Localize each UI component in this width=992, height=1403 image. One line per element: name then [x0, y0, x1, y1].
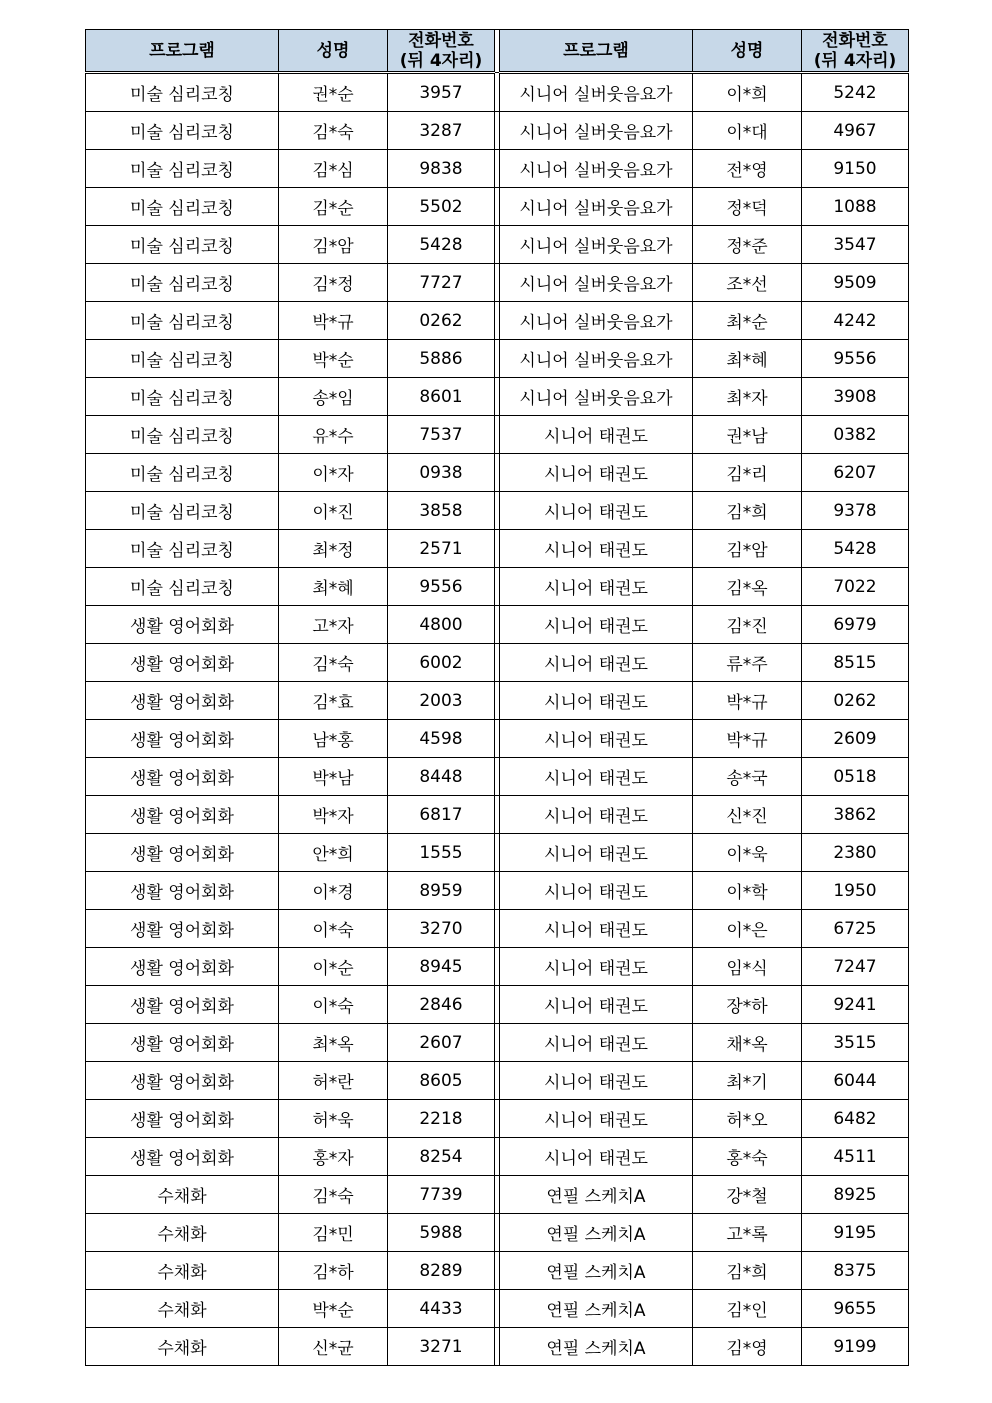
table-row — [86, 1214, 909, 1252]
right-program-cell: 연필 스케치A — [500, 1290, 693, 1328]
left-name-cell: 최*정 — [279, 530, 388, 568]
table-row — [86, 986, 909, 1024]
left-name-cell: 최*옥 — [279, 1024, 388, 1062]
right-phone-cell: 3547 — [802, 226, 909, 264]
right-name-cell: 정*덕 — [693, 188, 802, 226]
left-program-cell: 생활 영어회화 — [86, 1024, 279, 1062]
left-program-cell: 미술 심리코칭 — [86, 112, 279, 150]
left-program-cell: 생활 영어회화 — [86, 948, 279, 986]
right-phone-cell: 2380 — [802, 834, 909, 872]
right-program-cell: 연필 스케치A — [500, 1328, 693, 1366]
right-program-cell: 시니어 태권도 — [500, 1024, 693, 1062]
left-phone-cell: 8448 — [388, 758, 495, 796]
right-name-cell: 신*진 — [693, 796, 802, 834]
table-row — [86, 644, 909, 682]
right-phone-cell: 2609 — [802, 720, 909, 758]
table-row — [86, 796, 909, 834]
left-program-cell: 미술 심리코칭 — [86, 150, 279, 188]
right-program-cell: 시니어 실버웃음요가 — [500, 150, 693, 188]
right-program-cell: 시니어 태권도 — [500, 910, 693, 948]
left-program-cell: 생활 영어회화 — [86, 986, 279, 1024]
left-program-cell: 생활 영어회화 — [86, 872, 279, 910]
right-program-cell: 시니어 태권도 — [500, 644, 693, 682]
right-program-cell: 시니어 태권도 — [500, 720, 693, 758]
right-phone-cell: 8925 — [802, 1176, 909, 1214]
left-program-cell: 수채화 — [86, 1290, 279, 1328]
header-phone-line1: 전화번호 — [408, 30, 474, 51]
table-row — [86, 226, 909, 264]
left-name-cell: 이*순 — [279, 948, 388, 986]
left-phone-cell: 8945 — [388, 948, 495, 986]
right-program-cell: 시니어 태권도 — [500, 492, 693, 530]
left-phone-cell: 5886 — [388, 340, 495, 378]
table-row — [86, 568, 909, 606]
right-phone-cell: 9509 — [802, 264, 909, 302]
left-name-cell: 김*하 — [279, 1252, 388, 1290]
left-program-cell: 미술 심리코칭 — [86, 492, 279, 530]
left-phone-cell: 0938 — [388, 454, 495, 492]
right-program-cell: 시니어 태권도 — [500, 606, 693, 644]
right-program-cell: 시니어 태권도 — [500, 530, 693, 568]
left-phone-cell: 8601 — [388, 378, 495, 416]
participant-table — [85, 29, 909, 1366]
left-phone-cell: 3858 — [388, 492, 495, 530]
left-program-cell: 생활 영어회화 — [86, 682, 279, 720]
right-name-cell: 홍*숙 — [693, 1138, 802, 1176]
left-name-cell: 박*순 — [279, 1290, 388, 1328]
left-phone-cell: 5428 — [388, 226, 495, 264]
right-name-cell: 이*희 — [693, 73, 802, 112]
left-phone-cell: 4433 — [388, 1290, 495, 1328]
left-phone-cell: 4598 — [388, 720, 495, 758]
table-row — [86, 1176, 909, 1214]
left-phone-cell: 2607 — [388, 1024, 495, 1062]
left-name-cell: 김*암 — [279, 226, 388, 264]
document-page — [85, 29, 908, 1366]
right-phone-cell: 6044 — [802, 1062, 909, 1100]
header-phone-right — [802, 30, 909, 73]
left-program-cell: 생활 영어회화 — [86, 796, 279, 834]
right-name-cell: 조*선 — [693, 264, 802, 302]
right-phone-cell: 9150 — [802, 150, 909, 188]
table-row — [86, 606, 909, 644]
left-program-cell: 미술 심리코칭 — [86, 568, 279, 606]
right-phone-cell: 0382 — [802, 416, 909, 454]
header-phone-left — [388, 30, 495, 73]
left-program-cell: 미술 심리코칭 — [86, 378, 279, 416]
left-name-cell: 김*효 — [279, 682, 388, 720]
table-row — [86, 1290, 909, 1328]
header-name-right: 성명 — [693, 30, 802, 73]
right-phone-cell: 9378 — [802, 492, 909, 530]
right-program-cell: 시니어 태권도 — [500, 796, 693, 834]
left-name-cell: 박*규 — [279, 302, 388, 340]
right-program-cell: 시니어 태권도 — [500, 986, 693, 1024]
right-program-cell: 시니어 태권도 — [500, 568, 693, 606]
left-phone-cell: 8605 — [388, 1062, 495, 1100]
right-name-cell: 최*순 — [693, 302, 802, 340]
right-name-cell: 김*희 — [693, 1252, 802, 1290]
left-phone-cell: 7739 — [388, 1176, 495, 1214]
right-phone-cell: 1950 — [802, 872, 909, 910]
header-phone-line2: (뒤 4자리) — [813, 50, 897, 71]
left-name-cell: 박*자 — [279, 796, 388, 834]
right-name-cell: 박*규 — [693, 682, 802, 720]
left-program-cell: 생활 영어회화 — [86, 644, 279, 682]
header-phone-line1: 전화번호 — [822, 30, 888, 51]
table-row — [86, 492, 909, 530]
right-name-cell: 강*철 — [693, 1176, 802, 1214]
right-program-cell: 시니어 실버웃음요가 — [500, 226, 693, 264]
right-name-cell: 채*옥 — [693, 1024, 802, 1062]
left-name-cell: 박*순 — [279, 340, 388, 378]
right-program-cell: 연필 스케치A — [500, 1252, 693, 1290]
right-phone-cell: 6207 — [802, 454, 909, 492]
right-name-cell: 김*희 — [693, 492, 802, 530]
right-name-cell: 이*대 — [693, 112, 802, 150]
right-phone-cell: 0518 — [802, 758, 909, 796]
table-row — [86, 73, 909, 112]
right-name-cell: 김*리 — [693, 454, 802, 492]
right-phone-cell: 6725 — [802, 910, 909, 948]
left-name-cell: 권*순 — [279, 73, 388, 112]
left-name-cell: 이*숙 — [279, 986, 388, 1024]
left-program-cell: 생활 영어회화 — [86, 606, 279, 644]
left-name-cell: 안*희 — [279, 834, 388, 872]
left-program-cell: 미술 심리코칭 — [86, 530, 279, 568]
left-phone-cell: 8959 — [388, 872, 495, 910]
left-phone-cell: 5502 — [388, 188, 495, 226]
right-program-cell: 연필 스케치A — [500, 1176, 693, 1214]
right-program-cell: 시니어 실버웃음요가 — [500, 73, 693, 112]
left-program-cell: 생활 영어회화 — [86, 720, 279, 758]
right-name-cell: 정*준 — [693, 226, 802, 264]
right-phone-cell: 9556 — [802, 340, 909, 378]
right-name-cell: 김*진 — [693, 606, 802, 644]
right-phone-cell: 9241 — [802, 986, 909, 1024]
table-row — [86, 758, 909, 796]
right-name-cell: 최*혜 — [693, 340, 802, 378]
left-name-cell: 김*순 — [279, 188, 388, 226]
left-program-cell: 미술 심리코칭 — [86, 454, 279, 492]
right-program-cell: 시니어 태권도 — [500, 758, 693, 796]
right-name-cell: 고*록 — [693, 1214, 802, 1252]
right-program-cell: 시니어 태권도 — [500, 416, 693, 454]
right-phone-cell: 5242 — [802, 73, 909, 112]
left-phone-cell: 2846 — [388, 986, 495, 1024]
left-program-cell: 미술 심리코칭 — [86, 302, 279, 340]
right-phone-cell: 0262 — [802, 682, 909, 720]
right-program-cell: 연필 스케치A — [500, 1214, 693, 1252]
left-phone-cell: 9838 — [388, 150, 495, 188]
right-phone-cell: 4967 — [802, 112, 909, 150]
right-program-cell: 시니어 실버웃음요가 — [500, 264, 693, 302]
right-program-cell: 시니어 태권도 — [500, 1138, 693, 1176]
left-phone-cell: 7727 — [388, 264, 495, 302]
right-name-cell: 장*하 — [693, 986, 802, 1024]
right-program-cell: 시니어 태권도 — [500, 1100, 693, 1138]
table-row — [86, 682, 909, 720]
left-program-cell: 미술 심리코칭 — [86, 340, 279, 378]
left-program-cell: 미술 심리코칭 — [86, 226, 279, 264]
left-phone-cell: 8289 — [388, 1252, 495, 1290]
right-program-cell: 시니어 태권도 — [500, 682, 693, 720]
right-program-cell: 시니어 태권도 — [500, 948, 693, 986]
right-program-cell: 시니어 실버웃음요가 — [500, 378, 693, 416]
left-name-cell: 이*숙 — [279, 910, 388, 948]
right-phone-cell: 3908 — [802, 378, 909, 416]
right-name-cell: 권*남 — [693, 416, 802, 454]
left-program-cell: 미술 심리코칭 — [86, 73, 279, 112]
left-phone-cell: 0262 — [388, 302, 495, 340]
left-phone-cell: 3287 — [388, 112, 495, 150]
left-name-cell: 신*균 — [279, 1328, 388, 1366]
right-name-cell: 전*영 — [693, 150, 802, 188]
right-name-cell: 이*학 — [693, 872, 802, 910]
left-name-cell: 김*심 — [279, 150, 388, 188]
right-name-cell: 이*욱 — [693, 834, 802, 872]
right-name-cell: 최*기 — [693, 1062, 802, 1100]
right-phone-cell: 9655 — [802, 1290, 909, 1328]
right-name-cell: 김*암 — [693, 530, 802, 568]
table-row — [86, 1062, 909, 1100]
left-phone-cell: 2571 — [388, 530, 495, 568]
table-row — [86, 454, 909, 492]
left-phone-cell: 6817 — [388, 796, 495, 834]
right-name-cell: 박*규 — [693, 720, 802, 758]
left-name-cell: 유*수 — [279, 416, 388, 454]
right-name-cell: 김*영 — [693, 1328, 802, 1366]
left-name-cell: 김*숙 — [279, 112, 388, 150]
table-row — [86, 188, 909, 226]
right-name-cell: 허*오 — [693, 1100, 802, 1138]
left-phone-cell: 7537 — [388, 416, 495, 454]
table-row — [86, 416, 909, 454]
table-row — [86, 1138, 909, 1176]
left-program-cell: 수채화 — [86, 1252, 279, 1290]
left-phone-cell: 3270 — [388, 910, 495, 948]
left-phone-cell: 3271 — [388, 1328, 495, 1366]
header-phone-line2: (뒤 4자리) — [399, 50, 483, 71]
left-name-cell: 이*진 — [279, 492, 388, 530]
right-name-cell: 김*옥 — [693, 568, 802, 606]
header-program-left: 프로그램 — [86, 30, 279, 73]
right-phone-cell: 9195 — [802, 1214, 909, 1252]
right-phone-cell: 6482 — [802, 1100, 909, 1138]
right-program-cell: 시니어 실버웃음요가 — [500, 112, 693, 150]
left-program-cell: 생활 영어회화 — [86, 758, 279, 796]
left-name-cell: 이*경 — [279, 872, 388, 910]
left-phone-cell: 2003 — [388, 682, 495, 720]
right-program-cell: 시니어 태권도 — [500, 454, 693, 492]
right-program-cell: 시니어 실버웃음요가 — [500, 188, 693, 226]
left-name-cell: 허*욱 — [279, 1100, 388, 1138]
left-phone-cell: 2218 — [388, 1100, 495, 1138]
right-phone-cell: 9199 — [802, 1328, 909, 1366]
right-phone-cell: 3862 — [802, 796, 909, 834]
right-phone-cell: 6979 — [802, 606, 909, 644]
left-name-cell: 홍*자 — [279, 1138, 388, 1176]
right-phone-cell: 4242 — [802, 302, 909, 340]
right-phone-cell: 8375 — [802, 1252, 909, 1290]
right-name-cell: 류*주 — [693, 644, 802, 682]
table-header — [86, 30, 909, 73]
table-row — [86, 910, 909, 948]
right-program-cell: 시니어 태권도 — [500, 834, 693, 872]
left-name-cell: 김*민 — [279, 1214, 388, 1252]
left-phone-cell: 1555 — [388, 834, 495, 872]
right-phone-cell: 1088 — [802, 188, 909, 226]
table-row — [86, 720, 909, 758]
table-row — [86, 378, 909, 416]
right-phone-cell: 7022 — [802, 568, 909, 606]
left-name-cell: 허*란 — [279, 1062, 388, 1100]
left-name-cell: 박*남 — [279, 758, 388, 796]
left-program-cell: 생활 영어회화 — [86, 1138, 279, 1176]
right-name-cell: 김*인 — [693, 1290, 802, 1328]
left-name-cell: 최*혜 — [279, 568, 388, 606]
left-name-cell: 송*임 — [279, 378, 388, 416]
right-name-cell: 송*국 — [693, 758, 802, 796]
table-row — [86, 302, 909, 340]
left-name-cell: 김*정 — [279, 264, 388, 302]
table-row — [86, 1100, 909, 1138]
left-program-cell: 생활 영어회화 — [86, 834, 279, 872]
table-row — [86, 264, 909, 302]
table-row — [86, 834, 909, 872]
left-phone-cell: 4800 — [388, 606, 495, 644]
left-program-cell: 미술 심리코칭 — [86, 416, 279, 454]
left-program-cell: 미술 심리코칭 — [86, 188, 279, 226]
right-phone-cell: 3515 — [802, 1024, 909, 1062]
left-name-cell: 고*자 — [279, 606, 388, 644]
right-name-cell: 이*은 — [693, 910, 802, 948]
header-program-right: 프로그램 — [500, 30, 693, 73]
left-name-cell: 김*숙 — [279, 1176, 388, 1214]
left-program-cell: 생활 영어회화 — [86, 910, 279, 948]
left-phone-cell: 9556 — [388, 568, 495, 606]
table-row — [86, 340, 909, 378]
right-program-cell: 시니어 실버웃음요가 — [500, 302, 693, 340]
left-program-cell: 수채화 — [86, 1214, 279, 1252]
left-name-cell: 김*숙 — [279, 644, 388, 682]
right-name-cell: 최*자 — [693, 378, 802, 416]
table-row — [86, 530, 909, 568]
left-phone-cell: 5988 — [388, 1214, 495, 1252]
table-body — [86, 73, 909, 1366]
left-phone-cell: 6002 — [388, 644, 495, 682]
table-row — [86, 1328, 909, 1366]
table-row — [86, 1252, 909, 1290]
left-program-cell: 생활 영어회화 — [86, 1062, 279, 1100]
right-program-cell: 시니어 태권도 — [500, 872, 693, 910]
left-program-cell: 미술 심리코칭 — [86, 264, 279, 302]
header-name-left: 성명 — [279, 30, 388, 73]
left-phone-cell: 8254 — [388, 1138, 495, 1176]
table-row — [86, 1024, 909, 1062]
left-name-cell: 남*홍 — [279, 720, 388, 758]
table-row — [86, 948, 909, 986]
table-row — [86, 150, 909, 188]
right-phone-cell: 4511 — [802, 1138, 909, 1176]
table-row — [86, 872, 909, 910]
right-name-cell: 임*식 — [693, 948, 802, 986]
left-program-cell: 수채화 — [86, 1176, 279, 1214]
left-phone-cell: 3957 — [388, 73, 495, 112]
left-program-cell: 생활 영어회화 — [86, 1100, 279, 1138]
right-phone-cell: 5428 — [802, 530, 909, 568]
left-program-cell: 수채화 — [86, 1328, 279, 1366]
right-program-cell: 시니어 태권도 — [500, 1062, 693, 1100]
table-row — [86, 112, 909, 150]
right-phone-cell: 7247 — [802, 948, 909, 986]
left-name-cell: 이*자 — [279, 454, 388, 492]
right-program-cell: 시니어 실버웃음요가 — [500, 340, 693, 378]
right-phone-cell: 8515 — [802, 644, 909, 682]
